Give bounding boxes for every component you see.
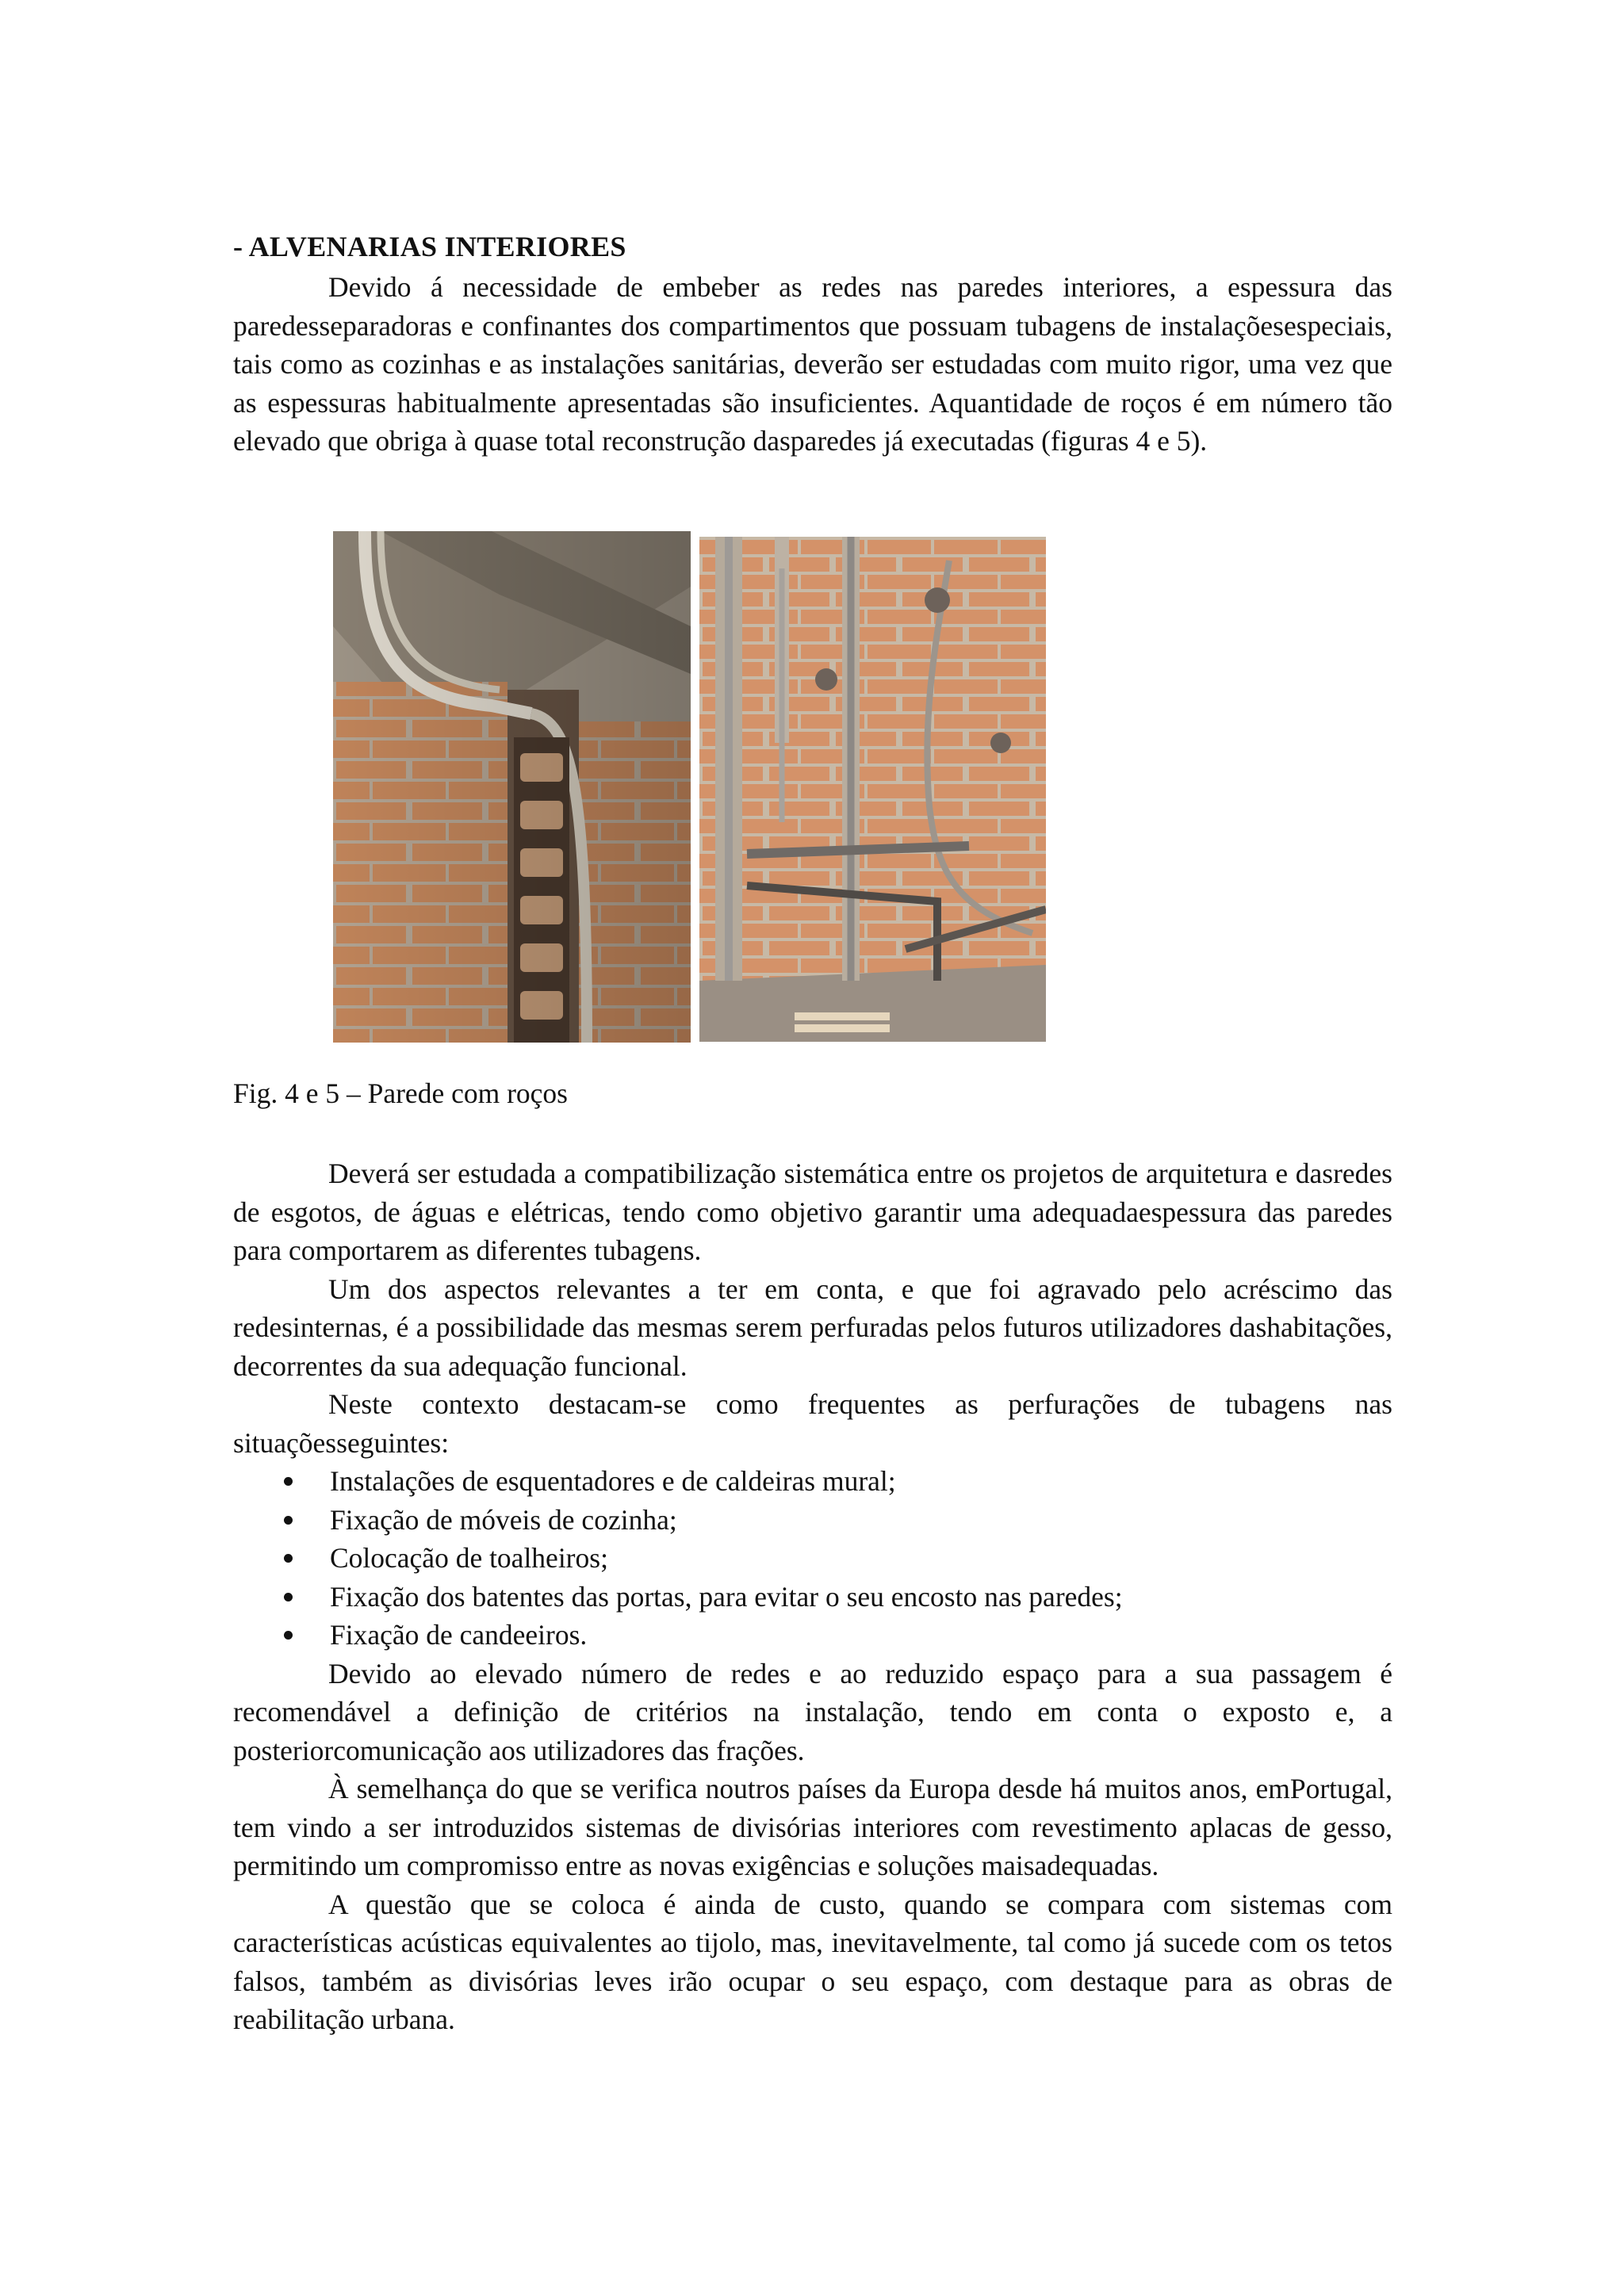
paragraph-europa: À semelhança do que se verifica noutros países da Europa desde há muitos anos, emPortugal, tem vindo a ser introduzidos sistemas de divisórias interiores com revestimento aplacas de gesso, permitindo um compromisso entre as novas exigências e soluções maisadequadas. — [233, 1773, 1392, 1881]
bullet-icon — [284, 1516, 293, 1525]
bullet-icon — [284, 1593, 293, 1601]
paragraph-contexto: Neste contexto destacam-se como frequentes as perfurações de tubagens nas situaçõesseguintes: — [233, 1388, 1392, 1459]
list-item: Fixação de móveis de cozinha; — [233, 1501, 1392, 1540]
paragraph-redes: Devido ao elevado número de redes e ao reduzido espaço para a sua passagem é recomendável a definição de critérios na instalação, tendo em conta o exposto e, a posteriorcomunicação aos utilizadores das frações. — [233, 1657, 1392, 1766]
bullet-icon — [284, 1554, 293, 1563]
list-item: Colocação de toalheiros; — [233, 1539, 1392, 1578]
section-title: - ALVENARIAS INTERIORES — [233, 231, 626, 262]
list-item: Fixação de candeeiros. — [233, 1616, 1392, 1655]
figure-4-photo — [333, 531, 691, 1043]
paragraph-aspectos: Um dos aspectos relevantes a ter em conta, e que foi agravado pelo acréscimo das redesinternas, é a possibilidade das mesmas serem perfuradas pelos futuros utilizadores dashabitações, decorrentes da sua adequação funcional. — [233, 1272, 1392, 1382]
bullet-icon — [284, 1631, 293, 1640]
perforation-situations-list — [233, 1462, 1392, 1655]
figure-caption: Fig. 4 e 5 – Parede com roços — [233, 1077, 568, 1109]
list-item: Instalações de esquentadores e de caldeiras mural; — [233, 1462, 1392, 1501]
intro-paragraph: Devido á necessidade de embeber as redes nas paredes interiores, a espessura das paredesseparadoras e confinantes dos compartimentos que possuam tubagens de instalaçõesespeciais, tais como as cozinhas e as instalações sanitárias, deverão ser estudadas com muito rigor, uma vez que as espessuras habitualmente apresentadas são insuficientes. Aquantidade de roços é em número tão elevado que obriga à quase total reconstrução dasparedes já executadas (figuras 4 e 5). — [233, 271, 1392, 457]
bullet-icon — [284, 1477, 293, 1486]
paragraph-custo: A questão que se coloca é ainda de custo, quando se compara com sistemas com características acústicas equivalentes ao tijolo, mas, inevitavelmente, tal como já sucede com os tetos falsos, também as divisórias leves irão ocupar o seu espaço, com destaque para as obras de reabilitação urbana. — [233, 1888, 1392, 2035]
paragraph-compatibilizacao: Deverá ser estudada a compatibilização sistemática entre os projetos de arquitetura e dasredes de esgotos, de águas e elétricas, tendo como objetivo garantir uma adequadaespessura das paredes para comportarem as diferentes tubagens. — [233, 1158, 1392, 1266]
intro-block — [233, 268, 1392, 461]
figure-5-photo — [699, 537, 1046, 1042]
body-block — [233, 1154, 1392, 2039]
list-item: Fixação dos batentes das portas, para evitar o seu encosto nas paredes; — [233, 1578, 1392, 1617]
